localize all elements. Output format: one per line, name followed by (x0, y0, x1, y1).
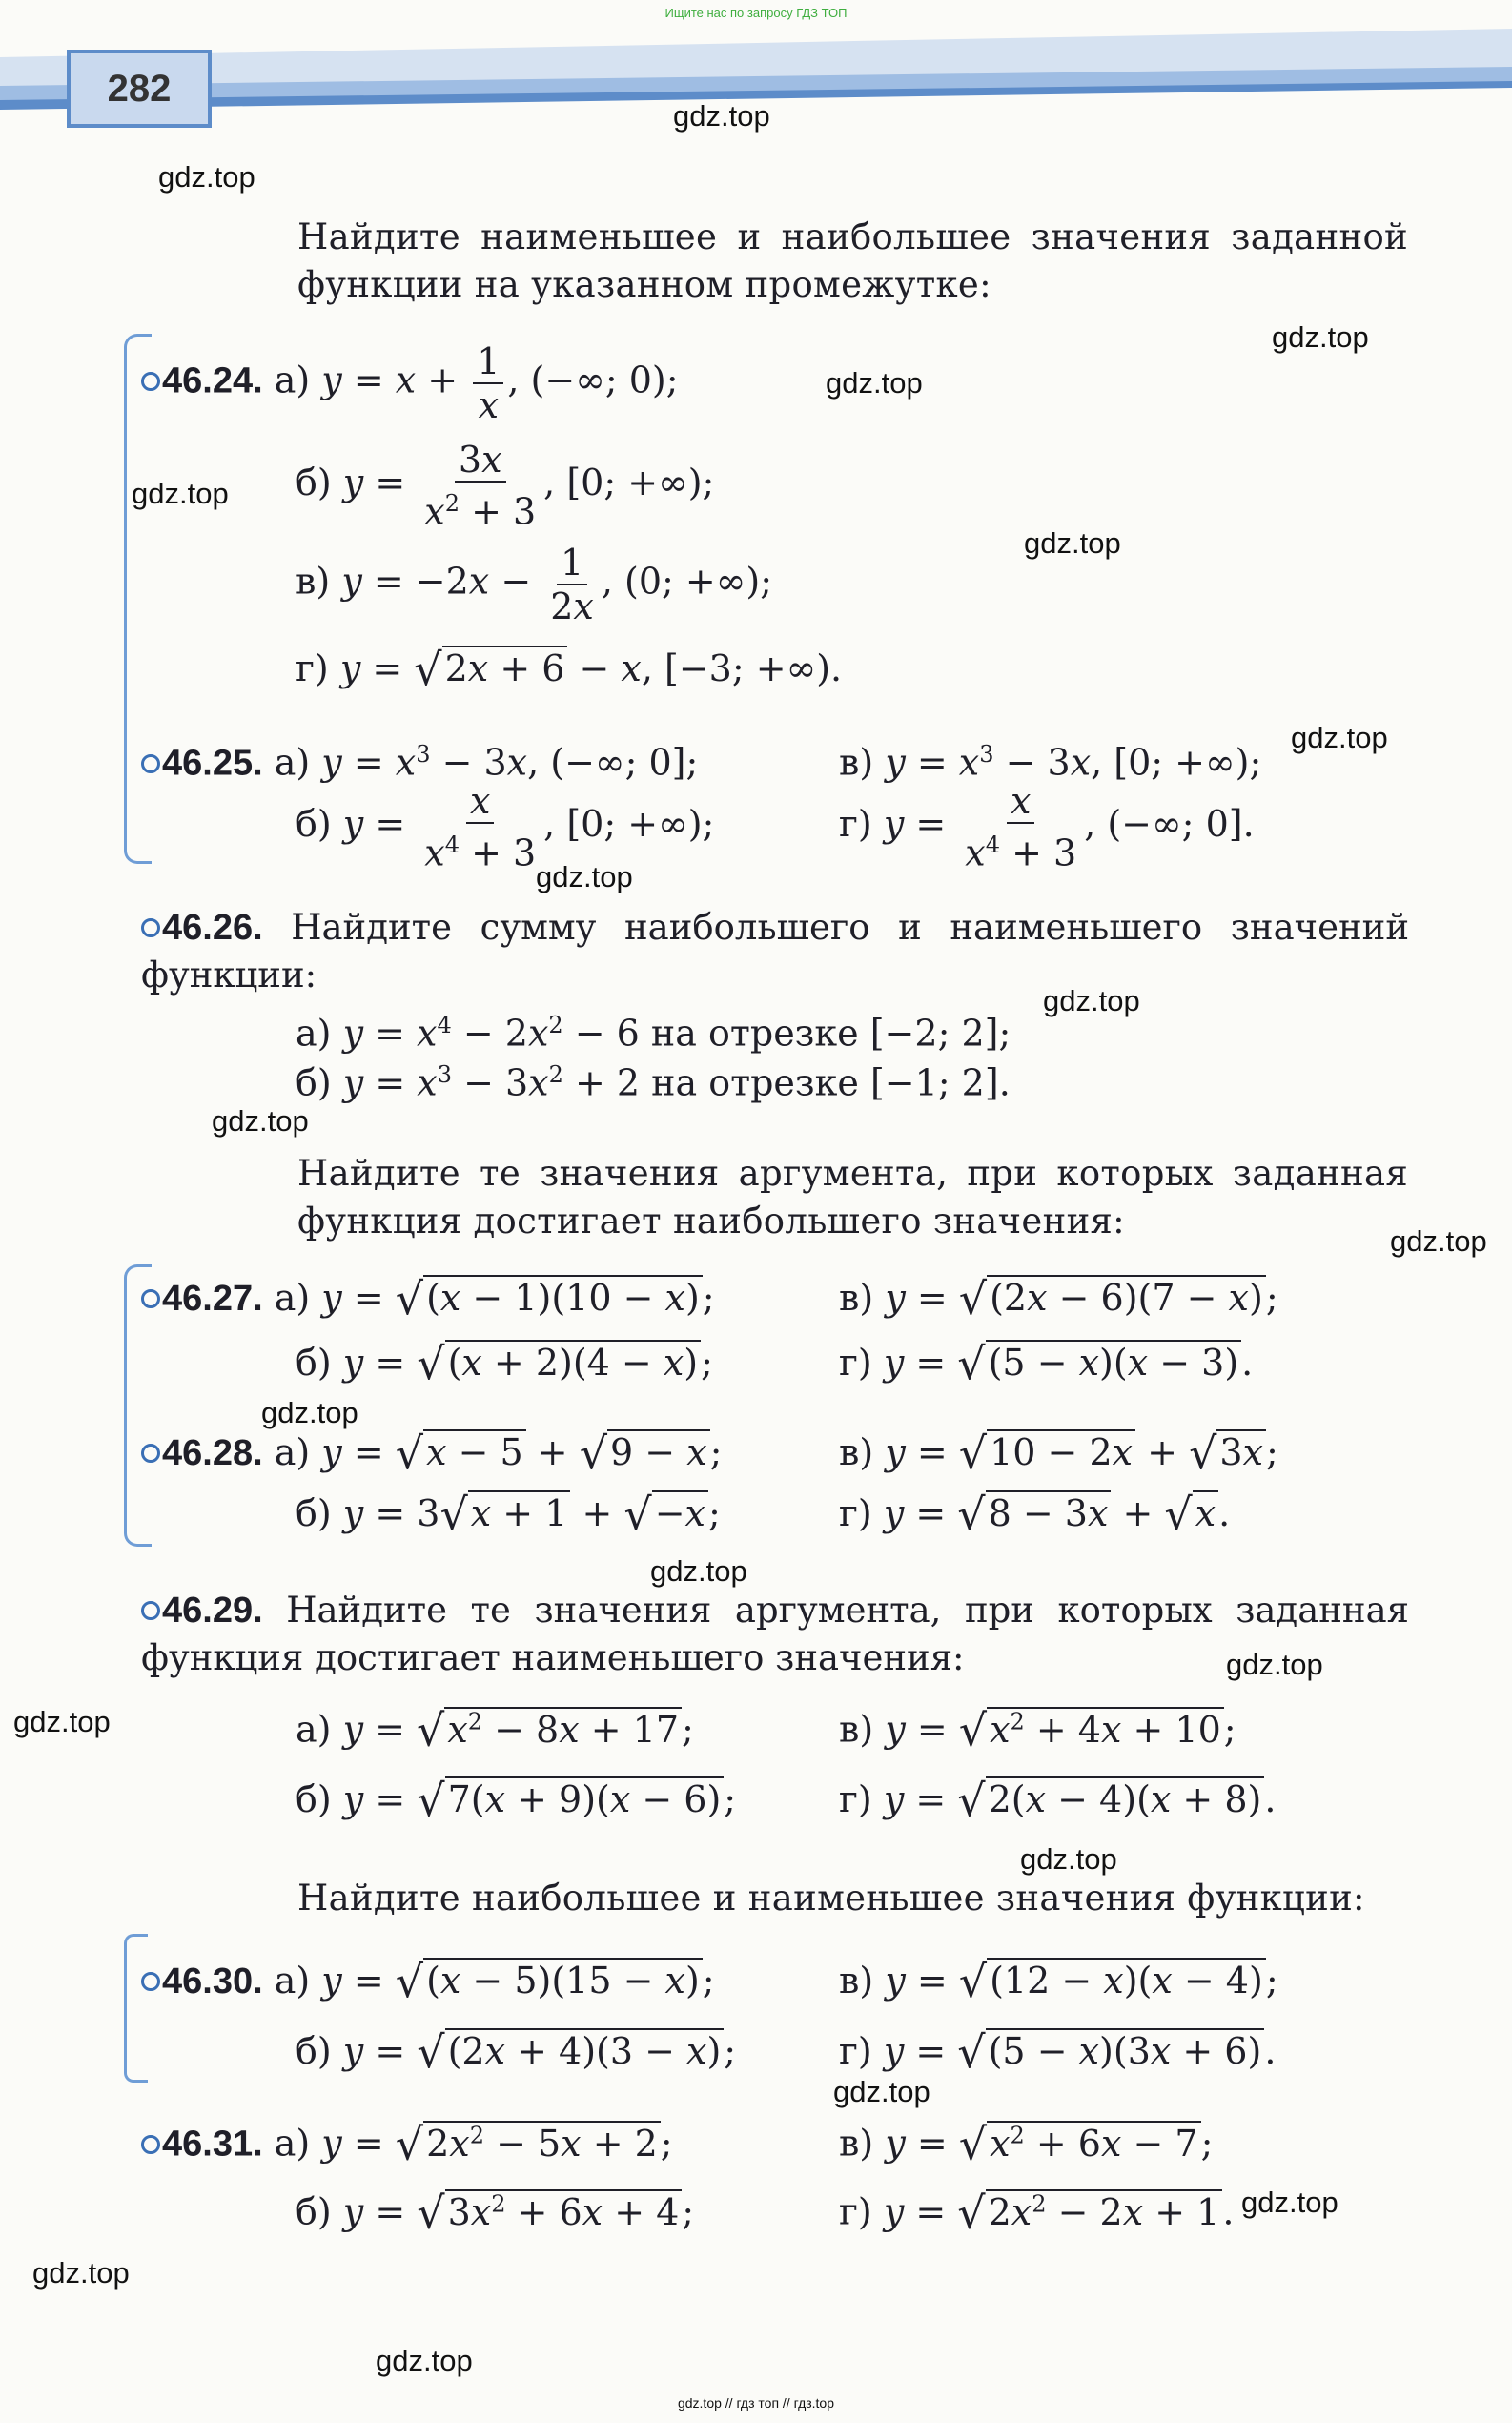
problem-number: 46.27. (162, 1279, 263, 1319)
problem-46-31-b: б) $y = √3x^2 + 6x + 4$; (296, 2187, 695, 2239)
problem-46-31-a: 46.31. а) $y = √2x^2 - 5x + 2$; (141, 2111, 673, 2168)
watermark: gdz.top (650, 1554, 747, 1588)
watermark: gdz.top (13, 1705, 111, 1738)
problem-number: 46.24. (162, 360, 263, 401)
problem-number: 46.25. (162, 743, 263, 784)
problem-46-29 (141, 1587, 1409, 1682)
problem-46-26-text: Найдите сумму наибольшего и наименьшего значений функции: (141, 907, 1409, 996)
circle-marker-icon (141, 1444, 160, 1463)
circle-marker-icon (141, 2135, 160, 2154)
problem-46-30-b: б) y = √(2x + 4)(3 − x); (296, 2026, 737, 2078)
problem-46-28-g: г) y = √8 − 3x + √x. (839, 1489, 1231, 1540)
top-note: Ищите нас по запросу ГДЗ ТОП (664, 6, 848, 20)
problem-46-25-a: 46.25. а) $y = x^3 - 3x$, (−∞; 0]; (141, 730, 698, 788)
watermark: gdz.top (261, 1396, 358, 1429)
watermark: gdz.top (212, 1104, 309, 1138)
problem-46-29-text: Найдите те значения аргумента, при которых заданная функция достигает наименьшего значения: (141, 1590, 1409, 1678)
problem-number: 46.30. (162, 1961, 263, 2002)
watermark: gdz.top (1241, 2186, 1338, 2219)
instruction-max-min: Найдите наибольшее и наименьшее значения функции: (297, 1878, 1365, 1919)
watermark: gdz.top (1291, 721, 1388, 754)
problem-46-31-g: г) $y = √2x^2 - 2x + 1$. (839, 2187, 1235, 2239)
problem-46-27-g: г) y = √(5 − x)(x − 3). (839, 1338, 1254, 1389)
problem-number: 46.29. (162, 1591, 263, 1631)
instruction-min-max: Найдите наименьшее и наибольшее значения заданной функции на указанном промежутке: (297, 216, 1408, 305)
problem-46-24-a: 46.24. а) y = x + $\frac{1}{x}$ , (−∞; 0); (141, 340, 679, 426)
problem-number: 46.28. (162, 1433, 263, 1473)
watermark: gdz.top (1043, 984, 1140, 1017)
watermark: gdz.top (376, 2344, 473, 2377)
problem-46-25-b: б) y = $\frac{x}{x^4 + 3}$ , [0; +∞); (296, 780, 715, 874)
problem-46-26 (141, 904, 1409, 999)
problem-46-30-g: г) y = √(5 − x)(3x + 6). (839, 2026, 1277, 2078)
watermark: gdz.top (536, 860, 633, 893)
problem-46-29-b: б) y = √7(x + 9)(x − 6); (296, 1775, 737, 1826)
problem-46-28-b: б) y = 3√x + 1 + √−x; (296, 1489, 721, 1540)
watermark: gdz.top (1226, 1648, 1323, 1681)
problem-46-28-v: в) y = √10 − 2x + √3x; (839, 1427, 1278, 1479)
problem-46-29-a: а) $y = √x^2 - 8x + 17$; (296, 1704, 694, 1756)
problem-46-24-g: г) y = √2x + 6 − x, [−3; +∞). (296, 644, 843, 695)
problem-46-27-b: б) y = √(x + 2)(4 − x); (296, 1338, 713, 1389)
problem-46-28-a: 46.28. а) y = √x − 5 + √9 − x; (141, 1428, 722, 1477)
circle-marker-icon (141, 1289, 160, 1308)
problem-number: 46.31. (162, 2124, 263, 2165)
footer-note: gdz.top // гдз топ // гдз.top (677, 2395, 835, 2411)
problem-46-27-v: в) y = √(2x − 6)(7 − x); (839, 1273, 1278, 1324)
watermark: gdz.top (1272, 320, 1369, 354)
circle-marker-icon (141, 754, 160, 773)
instruction-max-argument: Найдите те значения аргумента, при которых заданная функция достигает наибольшего значения: (297, 1153, 1408, 1242)
problem-46-26-a: а) $y = x^4 - 2x^2 - 6$ на отрезке [−2; 2]; (296, 1012, 1011, 1055)
circle-marker-icon (141, 372, 160, 391)
watermark: gdz.top (32, 2256, 130, 2290)
watermark: gdz.top (1390, 1224, 1487, 1258)
watermark: gdz.top (132, 477, 229, 510)
problem-46-24-b: б) y = $\frac{3x}{x^2 + 3}$ , [0; +∞); (296, 439, 715, 533)
page-number: 282 (67, 50, 212, 128)
problem-46-29-g: г) y = √2(x − 4)(x + 8). (839, 1775, 1277, 1826)
watermark: gdz.top (158, 160, 255, 194)
problem-46-30-a: 46.30. а) y = √(x − 5)(15 − x); (141, 1957, 715, 2005)
problem-46-25-v: в) $y = x^3 - 3x$, [0; +∞); (839, 741, 1262, 784)
problem-46-29-v: в) $y = √x^2 + 4x + 10$; (839, 1704, 1236, 1756)
problem-46-24-v: в) y = −2x − $\frac{1}{2x}$ , (0; +∞); (296, 542, 773, 627)
circle-marker-icon (141, 1601, 160, 1620)
problem-46-25-g: г) y = $\frac{x}{x^4 + 3}$ , (−∞; 0]. (839, 780, 1255, 874)
circle-marker-icon (141, 1972, 160, 1991)
watermark: gdz.top (833, 2075, 930, 2108)
watermark: gdz.top (673, 99, 770, 133)
problem-number: 46.26. (162, 908, 263, 948)
watermark: gdz.top (1024, 526, 1121, 560)
problem-46-27-a: 46.27. а) y = √(x − 1)(10 − x); (141, 1274, 715, 1323)
watermark: gdz.top (826, 366, 923, 400)
problem-46-26-b: б) $y = x^3 - 3x^2 + 2$ на отрезке [−1; 2]. (296, 1061, 1011, 1104)
circle-marker-icon (141, 918, 160, 937)
problem-46-31-v: в) $y = √x^2 + 6x - 7$; (839, 2118, 1214, 2170)
watermark: gdz.top (1020, 1842, 1117, 1876)
problem-46-30-v: в) y = √(12 − x)(x − 4); (839, 1956, 1278, 2007)
